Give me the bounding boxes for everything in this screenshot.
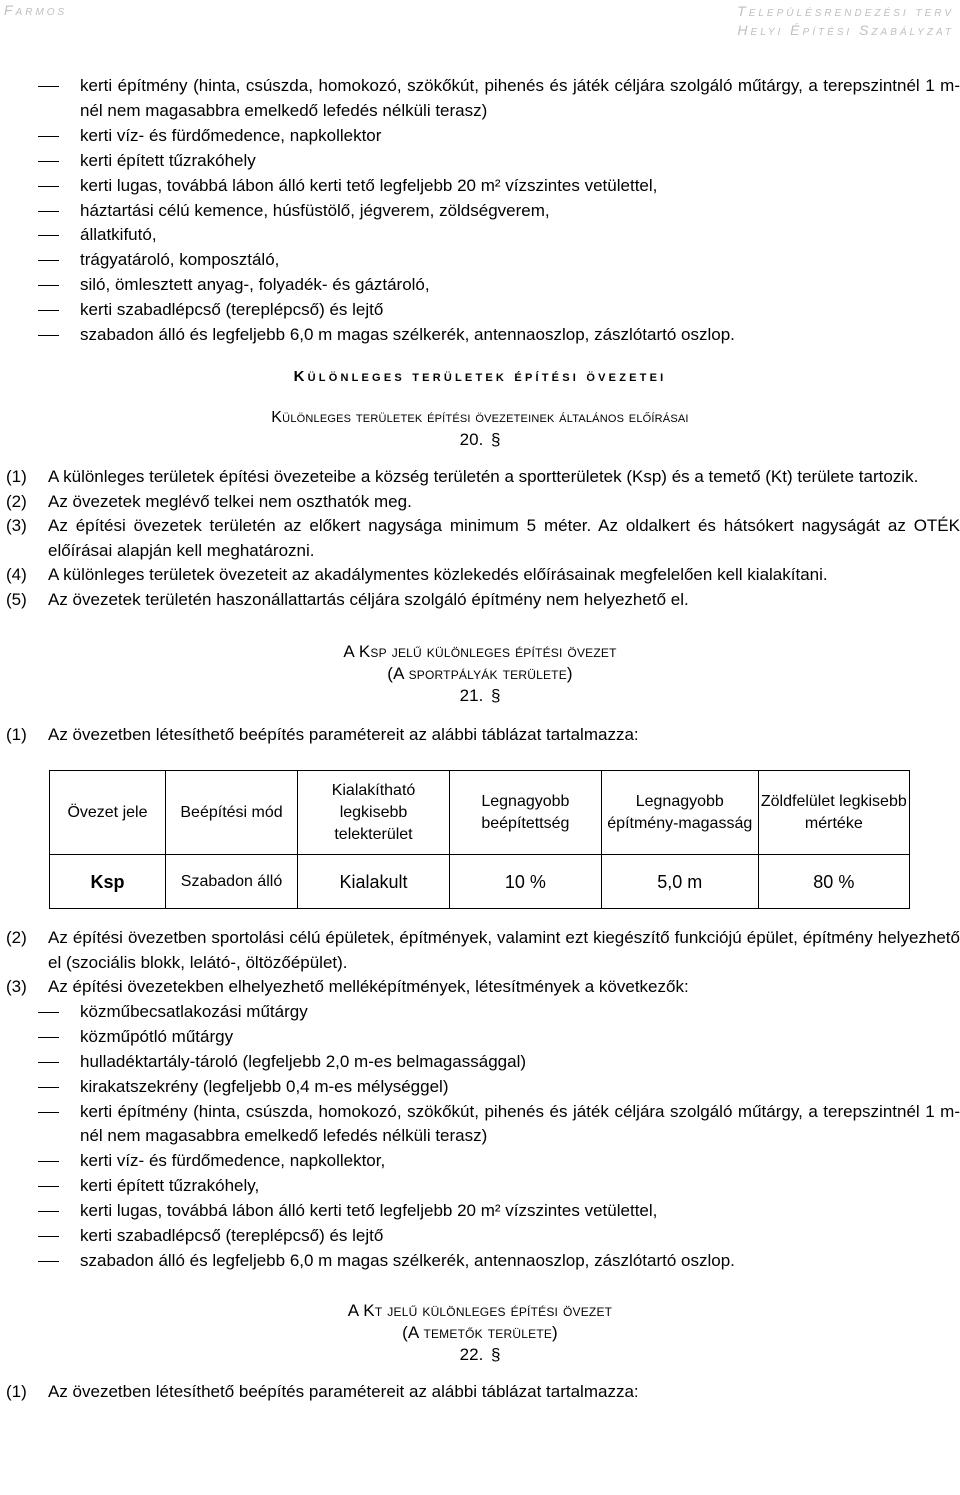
list-b [0,1000,960,1274]
ksp-parameter-table [49,770,910,909]
list-item: szabadon álló és legfeljebb 6,0 m magas szélkerék, antennaoszlop, zászlótartó oszlop. [0,1249,960,1274]
item-number: (3) [6,977,27,997]
numbered-item [0,490,960,515]
ksp-paragraph-number [0,685,960,707]
item-text: Az övezetben létesíthető beépítés paramétereit az alábbi táblázat tartalmazza: [48,1381,639,1401]
table-cell: 5,0 m [601,855,758,909]
list-item: trágyatároló, komposztáló, [0,248,960,273]
section-subtitle: Különleges területek építési övezeteinek általános előírásai [271,408,689,426]
table-cell: 10 % [449,855,601,909]
table-cell: Ksp [50,855,166,909]
header-right [737,2,954,40]
header-right-line1: Településrendezési terv [737,3,954,19]
item-text: Az építési övezetben sportolási célú épületek, építmények, valamint ezt kiegészítő funkciójú épület, építmény helyezhető el (szociális blokk, lelátó-, öltözőépület). [48,928,960,972]
numbered-item [0,1380,960,1405]
list-item: kerti lugas, továbbá lábon álló kerti tető legfeljebb 20 m² vízszintes vetülettel, [0,174,960,199]
list-item: közműpótló műtárgy [0,1025,960,1050]
table-header-cell: Kialakítható legkisebb telekterület [298,771,450,855]
table-cell: 80 % [758,855,909,909]
numbered-item [0,563,960,588]
numbered-item [0,723,960,748]
list-item: háztartási célú kemence, húsfüstölő, jégverem, zöldségverem, [0,199,960,224]
item-number: (2) [6,928,27,948]
ksp-subtitle: (A sportpályák területe) [387,663,573,683]
kt-subtitle: (A temetők területe) [402,1322,558,1342]
list-item: kerti víz- és fürdőmedence, napkollektor, [0,1149,960,1174]
item-number: (5) [6,589,27,609]
numbered-item [0,926,960,975]
table-cell: Szabadon álló [165,855,297,909]
list-item: közműbecsatlakozási műtárgy [0,1000,960,1025]
list-item: kerti lugas, továbbá lábon álló kerti tető legfeljebb 20 m² vízszintes vetülettel, [0,1199,960,1224]
header-right-line2: Helyi Építési Szabályzat [737,22,954,38]
list-item: kerti szabadlépcső (tereplépcső) és lejtő [0,298,960,323]
list-item: kerti szabadlépcső (tereplépcső) és lejtő [0,1224,960,1249]
table-header-cell: Övezet jele [50,771,166,855]
table-header-cell: Legnagyobb építmény-magasság [601,771,758,855]
list-item: állatkifutó, [0,223,960,248]
table-header-cell: Beépítési mód [165,771,297,855]
list-item: kerti épített tűzrakóhely [0,149,960,174]
item-number: (3) [6,516,27,536]
paragraph-number-text: 20. [459,429,484,449]
item-text: Az övezetek meglévő telkei nem oszthatók meg. [48,491,412,511]
kt-title: A Kt jelű különleges építési övezet [347,1300,613,1320]
section-sign-icon [491,1345,500,1363]
list-item: kirakatszekrény (legfeljebb 0,4 m-es mélységgel) [0,1075,960,1100]
item-number: (2) [6,491,27,511]
item-text: Az építési övezetekben elhelyezhető melléképítmények, létesítmények a következők: [48,977,689,997]
numbered-item [0,465,960,490]
ksp-items [0,926,960,1000]
numbered-item [0,514,960,563]
item-number: (4) [6,565,27,585]
list-a [0,74,960,348]
list-item: kerti épített tűzrakóhely, [0,1174,960,1199]
paragraph-number-text: 22. [459,1344,484,1364]
item-number: (1) [6,1381,27,1401]
table-row [50,855,910,909]
list-item: kerti víz- és fürdőmedence, napkollektor [0,124,960,149]
kt-paragraph-number [0,1344,960,1366]
paragraph-number [0,429,960,451]
section-title: Különleges területek építési övezetei [293,367,667,385]
item-text: Az építési övezetek területén az előkert nagysága minimum 5 méter. Az oldalkert és hátsókert nagyságát az OTÉK előírásai alapján kell meghatározni. [48,516,960,560]
ksp-title: A Ksp jelű különleges építési övezet [343,641,617,661]
section-sign-icon [491,686,500,704]
item-number: (1) [6,724,27,744]
numbered-item [0,588,960,613]
table-header-cell: Legnagyobb beépítettség [449,771,601,855]
item-text: A különleges területek övezeteit az akadálymentes közlekedés előírásainak megfelelően kell kialakítani. [48,565,828,585]
table-header-row [50,771,910,855]
svg-text:§: § [491,685,501,704]
numbered-item [0,975,960,1000]
table-cell: Kialakult [298,855,450,909]
item-text: Az övezetben létesíthető beépítés paramétereit az alábbi táblázat tartalmazza: [48,724,639,744]
table-header-cell: Zöldfelület legkisebb mértéke [758,771,909,855]
list-item: kerti építmény (hinta, csúszda, homokozó, szökőkút, pihenés és játék céljára szolgáló műtárgy, a terepszintnél 1 m-nél nem magasabbra emelkedő lefedés nélküli terasz) [0,1100,960,1150]
svg-text:§: § [491,429,501,448]
item-text: A különleges területek építési övezeteibe a község területén a sportterületek (Ksp) és a temető (Kt) területe tartozik. [48,466,919,486]
header-left: Farmos [4,2,68,18]
paragraph-number-text: 21. [459,685,484,705]
svg-text:§: § [491,1344,501,1363]
list-item: siló, ömlesztett anyag-, folyadék- és gáztároló, [0,273,960,298]
item-text: Az övezetek területén haszonállattartás céljára szolgáló építmény nem helyezhető el. [48,589,689,609]
list-item: kerti építmény (hinta, csúszda, homokozó, szökőkút, pihenés és játék céljára szolgáló műtárgy, a terepszintnél 1 m-nél nem magasabbra emelkedő lefedés nélküli terasz) [0,74,960,124]
list-item: hulladéktartály-tároló (legfeljebb 2,0 m-es belmagassággal) [0,1050,960,1075]
section-sign-icon [491,430,500,448]
list-item: szabadon álló és legfeljebb 6,0 m magas szélkerék, antennaoszlop, zászlótartó oszlop. [0,323,960,348]
item-number: (1) [6,466,27,486]
list-20 [0,465,960,613]
document-body [0,74,960,1404]
